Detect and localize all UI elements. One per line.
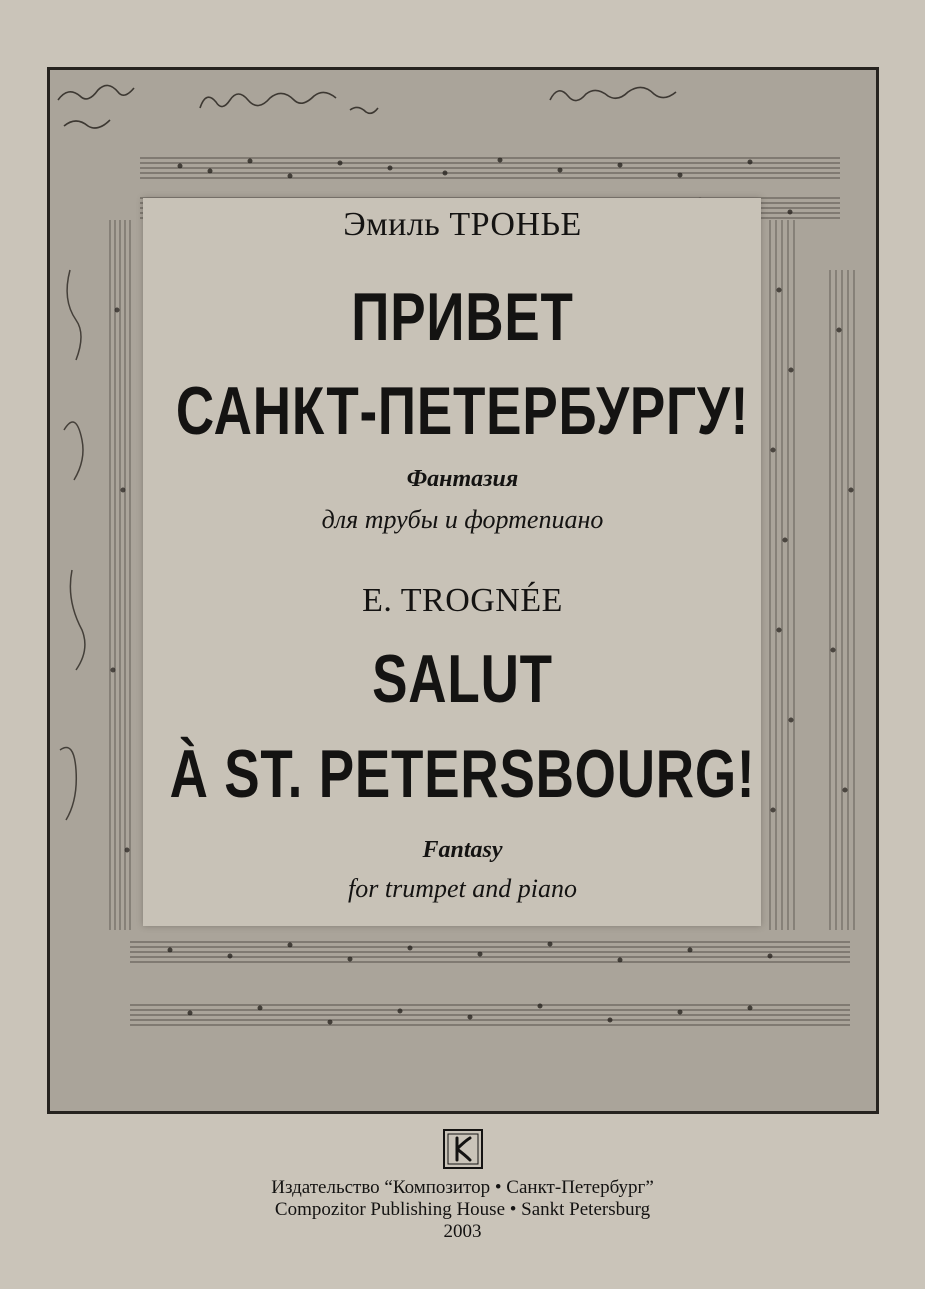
kompozitor-logo-icon [443, 1129, 483, 1169]
publisher-line-ru: Издательство “Композитор • Санкт-Петербург” [271, 1177, 654, 1198]
publication-year: 2003 [443, 1221, 482, 1242]
composer-name-en: E. TROGNÉE [362, 582, 563, 619]
instrumentation-ru: для трубы и фортепиано [321, 505, 604, 534]
title-en-line-2: À ST. PETERSBOURG! [169, 736, 756, 812]
subtitle-en: Fantasy [422, 837, 503, 863]
title-en-line-1: SALUT [372, 641, 553, 717]
composer-name-ru: Эмиль ТРОНЬЕ [343, 206, 582, 243]
publisher-line-en: Compozitor Publishing House • Sankt Petersburg [274, 1199, 651, 1220]
title-ru-line-1: ПРИВЕТ [351, 279, 574, 355]
subtitle-ru: Фантазия [406, 466, 519, 492]
instrumentation-en: for trumpet and piano [348, 874, 577, 903]
title-ru-line-2: САНКТ-ПЕТЕРБУРГУ! [175, 373, 750, 449]
